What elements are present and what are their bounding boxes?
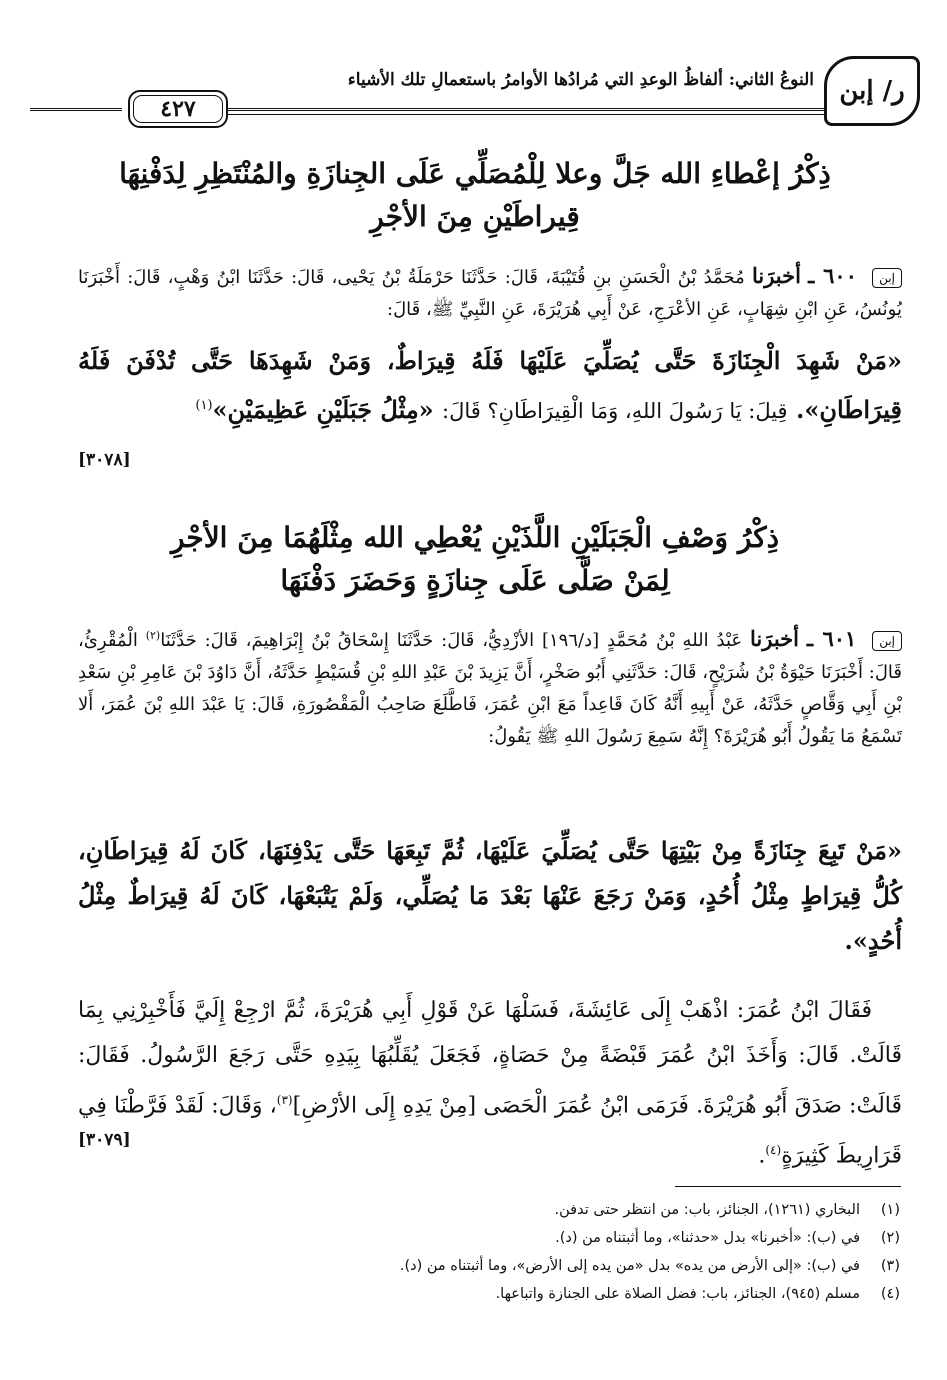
hadith-600-isnad	[78, 260, 902, 326]
page-header	[30, 52, 920, 122]
section-heading-2	[50, 516, 900, 603]
logo-text: ر/ إبن	[839, 76, 905, 106]
footnote-number: (٢)	[880, 1230, 900, 1246]
footnote-marker: (٣)	[276, 1093, 293, 1107]
footnote-number: (٤)	[880, 1286, 900, 1302]
heading-line: ذِكْرُ إعْطاءِ الله جَلَّ وعلا لِلْمُصَلِّي عَلَى الجِنازَةِ والمُنْتَظِرِ لِدَفْنِهَا	[119, 157, 831, 190]
header-left-rule	[30, 108, 122, 114]
footnote-text: البخاري (١٢٦١)، الجنائز، باب: من انتظر حتى تدفن.	[554, 1202, 860, 1218]
heading-line: لِمَنْ صَلَّى عَلَى جِنازَةٍ وَحَضَرَ دَفْنَهَا	[280, 564, 670, 598]
footnote-text: في (ب): «أخبرنا» بدل «حدثنا»، وما أثبتناه من (د).	[555, 1230, 860, 1246]
section-heading-1	[50, 152, 900, 239]
isnad-text: عَبْدُ اللهِ بْنُ مُحَمَّدٍ [د/١٩٦] الأزْدِيُّ، قَالَ: حَدَّثَنَا إِسْحَاقُ بْنُ إِبْرَاهِيمَ، قَالَ: حَدَّثَنَا	[160, 630, 743, 651]
matn-text: «مَنْ شَهِدَ الْجِنَازَةَ حَتَّى يُصَلِّيَ عَلَيْهَا فَلَهُ قِيرَاطٌ، وَمَنْ شَهِدَهَا حَتَّى تُدْفَنَ فَلَهُ قِيرَاطَانِ».	[78, 346, 902, 424]
continuation-text: ، وَقَالَ: لَقَدْ فَرَّطْنَا فِي قَرَارِيطَ كَثِيرَةٍ	[78, 1093, 902, 1169]
hadith-601-isnad	[78, 620, 902, 753]
heading-line: قِيراطَيْنِ مِنَ الأجْرِ	[370, 200, 580, 234]
hadith-badge-icon: إبن	[872, 268, 902, 288]
matn-question: قِيلَ: يَا رَسُولَ اللهِ، وَمَا الْقِيرَاطَانِ؟ قَالَ:	[442, 399, 788, 423]
footnotes	[60, 1196, 900, 1308]
matn-text: «مِثْلُ جَبَلَيْنِ عَظِيمَيْنِ»	[212, 395, 434, 424]
page-number: ٤٢٧	[128, 90, 228, 128]
footnote-item	[60, 1224, 900, 1252]
book-logo	[824, 56, 920, 126]
isnad-text: مُحَمَّدُ بْنُ الْحَسَنِ بنِ قُتَيْبَةَ، قَالَ: حَدَّثَنَا حَرْمَلَةُ بْنُ يَحْيى، قَالَ: حَدَّثَنَا ابْنُ وَهْبٍ، قَالَ: أَخْبَرَنَا يُونُسُ، عَنِ ابْنِ شِهَابٍ، عَنِ الأعْرَجِ، عَنْ أَبِي هُرَيْرَةَ، عَنِ النَّبِيِّ ﷺ، قَالَ:	[78, 267, 902, 320]
heading-line: ذِكْرُ وَصْفِ الْجَبَلَيْنِ اللَّذَيْنِ يُعْطِي الله مِثْلَهُمَا مِنَ الأجْرِ	[170, 521, 780, 554]
hadith-number: ٦٠٠ ـ	[808, 263, 857, 288]
footnote-number: (١)	[880, 1202, 900, 1218]
footnote-marker: (٤)	[765, 1143, 782, 1158]
hadith-601-matn	[78, 828, 902, 963]
matn-text: «مَنْ تَبِعَ جِنَازَةً مِنْ بَيْتِهَا حَتَّى يُصَلِّيَ عَلَيْهَا، ثُمَّ تَبِعَهَا حَتَّى يَدْفِنَهَا، كَانَ لَهُ قِيرَاطَانِ، كُلُّ قِيرَاطٍ مِثْلُ أُحُدٍ، وَمَنْ رَجَعَ عَنْهَا بَعْدَ مَا يُصَلِّي، وَلَمْ يَتْبَعْهَا، كَانَ لَهُ قِيرَاطٌ مِثْلُ أُحُدٍ».	[78, 836, 902, 955]
footnote-marker: (٢)	[145, 629, 161, 642]
footnote-marker: (١)	[195, 398, 213, 413]
isnad-text: الْمُقْرِئُ، قَالَ: أَخْبَرَنَا حَيْوَةُ بْنُ شُرَيْحٍ، قَالَ: حَدَّثَنِي أَبُو صَخْرٍ، أَنَّ يَزِيدَ بْنَ عَبْدِ اللهِ بْنِ قُسَيْطٍ حَدَّثَهُ، أَنَّ دَاوُدَ بْنَ عَامِرِ بْنِ سَعْدِ بْنِ أَبِي وَقَّاصٍ حَدَّثَهُ، عَنْ أَبِيهِ أَنَّهُ كَانَ قَاعِداً مَعَ ابْنِ عُمَرَ، فَاطَّلَعَ صَاحِبُ الْمَقْصُورَةِ، قَالَ: يَا عَبْدَ اللهِ بْنَ عُمَرَ، أَلا تَسْمَعُ مَا يَقُولُ أَبُو هُرَيْرَةَ؟ إِنَّهُ سَمِعَ رَسُولَ اللهِ ﷺ يَقُولُ:	[78, 630, 902, 747]
footnote-text: مسلم (٩٤٥)، الجنائز، باب: فضل الصلاة على الجنازة واتباعها.	[495, 1286, 860, 1302]
hadith-601-continuation	[78, 988, 902, 1179]
continuation-text: فَقَالَ ابْنُ عُمَرَ: اذْهَبْ إِلَى عَائِشَةَ، فَسَلْهَا عَنْ قَوْلِ أَبِي هُرَيْرَةَ، ثُمَّ ارْجِعْ إِلَيَّ فَأَخْبِرْنِي بِمَا قَالَتْ. قَالَ: وَأَخَذَ ابْنُ عُمَرَ قَبْضَةً مِنْ حَصَاةٍ، فَجَعَلَ يُقَلِّبُهَا بِيَدِهِ حَتَّى رَجَعَ الرَّسُولُ. فَقَالَ: قَالَتْ: صَدَقَ أَبُو هُرَيْرَةَ. فَرَمَى ابْنُ عُمَرَ الْحَصَى [مِنْ يَدِهِ إِلَى الأرْضِ]	[78, 998, 902, 1119]
hadith-badge-icon: إبن	[872, 631, 902, 651]
hadith-number: ٦٠١ ـ	[806, 626, 857, 651]
footnote-item	[60, 1196, 900, 1224]
akhbarana-word: أخبرَنا	[751, 263, 801, 288]
running-title: النوعُ الثاني: ألفاظُ الوعدِ التي مُرادُها الأوامرُ باستعمالِ تلك الأشياء	[347, 70, 814, 90]
cross-reference: [٣٠٧٨]	[78, 450, 131, 470]
hadith-600-matn	[78, 338, 902, 434]
akhbarana-word: أخبرَنا	[750, 626, 799, 651]
footnote-text: في (ب): «إلى الأرض من يده» بدل «من يده إلى الأرض»، وما أثبتناه من (د).	[399, 1258, 860, 1274]
footnote-item	[60, 1252, 900, 1280]
continuation-text: .	[758, 1143, 766, 1169]
footnote-item	[60, 1280, 900, 1308]
footnote-separator	[675, 1186, 901, 1187]
footnote-number: (٣)	[880, 1258, 900, 1274]
cross-reference: [٣٠٧٩]	[78, 1130, 131, 1150]
header-rule	[226, 108, 824, 115]
